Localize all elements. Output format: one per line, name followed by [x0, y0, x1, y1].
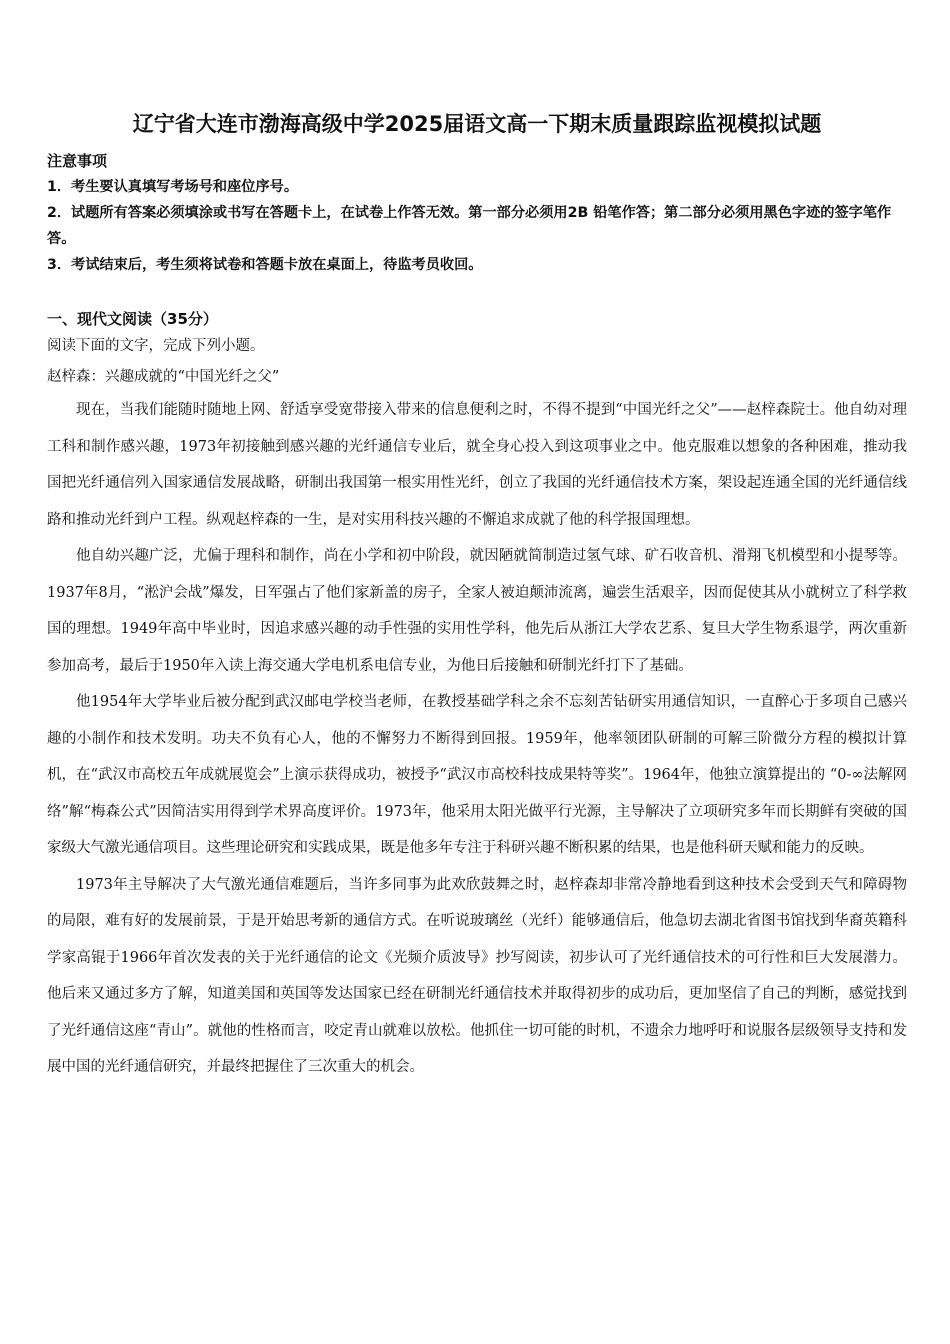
notice-section	[47, 148, 907, 278]
article-title: 赵梓森：兴趣成就的“中国光纤之父”	[47, 369, 280, 385]
document-page	[47, 108, 907, 1086]
article-paragraph-1: 现在，当我们能随时随地上网、舒适享受宽带接入带来的信息便利之时，不得不提到“中国光纤之父”——赵梓森院士。他自幼对理工科和制作感兴趣，1973年初接触到感兴趣的光纤通信专业后，就全身心投入到这项事业之中。他克服难以想象的各种困难，推动我国把光纤通信列入国家通信发展战略，研制出我国第一根实用性光纤，创立了我国的光纤通信技术方案，架设起连通全国的光纤通信线路和推动光纤到户工程。纵观赵梓森的一生，是对实用科技兴趣的不懈追求成就了他的科学报国理想。	[47, 402, 907, 528]
article-paragraph-4: 1973年主导解决了大气激光通信难题后，当许多同事为此欢欣鼓舞之时，赵梓森却非常冷静地看到这种技术会受到天气和障碍物的局限，难有好的发展前景，于是开始思考新的通信方式。在听说玻璃丝（光纤）能够通信后，他急切去湖北省图书馆找到华裔英籍科学家高锟于1966年首次发表的关于光纤通信的论文《光频介质波导》抄写阅读，初步认可了光纤通信技术的可行性和巨大发展潜力。他后来又通过多方了解，知道美国和英国等发达国家已经在研制光纤通信技术并取得初步的成功后，更加坚信了自己的判断，感觉找到了光纤通信这座“青山”。就他的性格而言，咬定青山就难以放松。他抓住一切可能的时机，不遗余力地呼吁和说服各层级领导支持和发展中国的光纤通信研究，并最终把握住了三次重大的机会。	[47, 876, 907, 1075]
notice-item-2: 2．试题所有答案必须填涂或书写在答题卡上，在试卷上作答无效。第一部分必须用2B 铅笔作答；第二部分必须用黑色字迹的签字笔作答。	[47, 205, 892, 247]
section-heading: 一、现代文阅读（35分）	[47, 310, 218, 328]
document-title: 辽宁省大连市渤海高级中学2025届语文高一下期末质量跟踪监视模拟试题	[132, 112, 822, 136]
article-paragraph-3: 他1954年大学毕业后被分配到武汉邮电学校当老师，在教授基础学科之余不忘刻苦钻研实用通信知识，一直醉心于多项自己感兴趣的小制作和技术发明。功夫不负有心人，他的不懈努力不断得到回报。1959年，他率领团队研制的可解三阶微分方程的模拟计算机，在“武汉市高校五年成就展览会”上演示获得成功，被授予“武汉市高校科技成果特等奖”。1964年，他独立演算提出的 “0-∞法解网络”解“梅森公式”因简洁实用得到学术界高度评价。1973年，他采用太阳光做平行光源，主导解决了立项研究多年而长期鲜有突破的国家级大气激光通信项目。这些理论研究和实践成果，既是他多年专注于科研兴趣不断积累的结果，也是他科研天赋和能力的反映。	[47, 694, 907, 856]
notice-item-3: 3．考试结束后，考生须将试卷和答题卡放在桌面上，待监考员收回。	[47, 257, 483, 273]
notice-heading: 注意事项	[47, 152, 108, 170]
reading-section	[47, 306, 907, 1086]
article-paragraph-2: 他自幼兴趣广泛，尤偏于理科和制作，尚在小学和初中阶段，就因陋就简制造过氢气球、矿石收音机、滑翔飞机模型和小提琴等。1937年8月，“淞沪会战”爆发，日军强占了他们家新盖的房子，全家人被迫颠沛流离，遍尝生活艰辛，因而促使其从小就树立了科学救国的理想。1949年高中毕业时，因追求感兴趣的动手性强的实用性学科，他先后从浙江大学农艺系、复旦大学生物系退学，两次重新参加高考，最后于1950年入读上海交通大学电机系电信专业，为他日后接触和研制光纤打下了基础。	[47, 548, 907, 674]
section-instruction: 阅读下面的文字，完成下列小题。	[47, 338, 265, 354]
notice-item-1: 1．考生要认真填写考场号和座位序号。	[47, 179, 299, 195]
